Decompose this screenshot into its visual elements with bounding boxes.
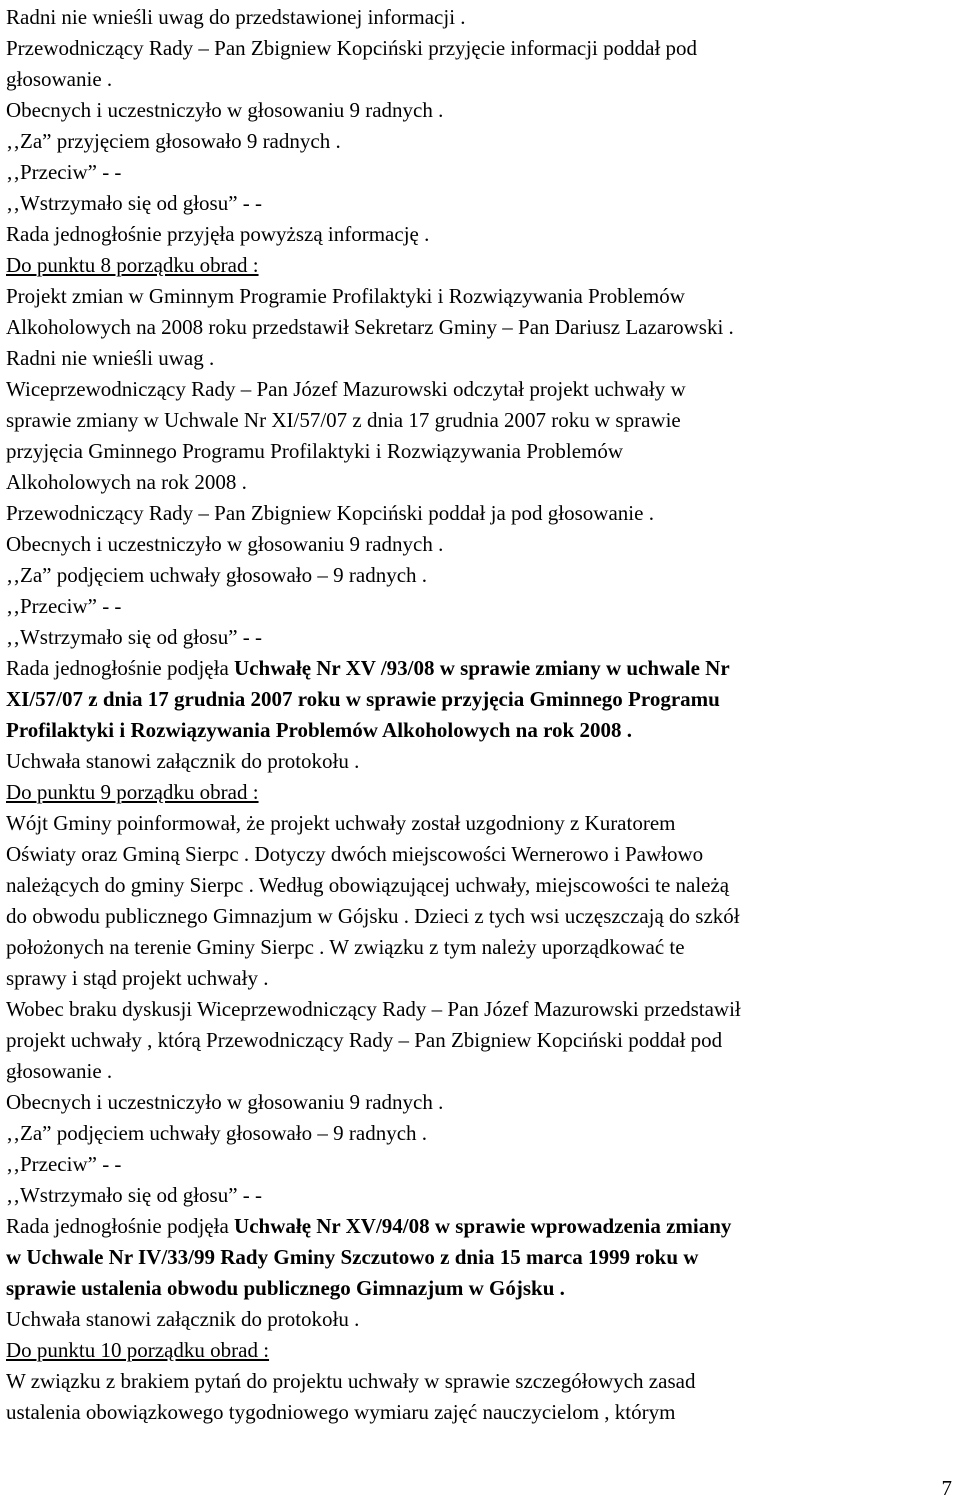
line-text: głosowanie . <box>6 67 113 91</box>
bold-text: sprawie ustalenia obwodu publicznego Gimnazjum w Gójsku . <box>6 1276 565 1300</box>
text-line <box>6 1397 954 1428</box>
line-text: należących do gminy Sierpc . Według obowiązującej uchwały, miejscowości te należą <box>6 873 730 897</box>
line-text: Rada jednogłośnie podjęła <box>6 1214 235 1238</box>
text-line <box>6 932 954 963</box>
text-line <box>6 1242 954 1273</box>
line-text: Alkoholowych na 2008 roku przedstawił Sekretarz Gminy – Pan Dariusz Lazarowski . <box>6 315 734 339</box>
line-text: sprawy i stąd projekt uchwały . <box>6 966 269 990</box>
line-text: Uchwała stanowi załącznik do protokołu . <box>6 749 360 773</box>
line-text: ‚‚Za” podjęciem uchwały głosowało – 9 radnych . <box>6 1121 428 1145</box>
text-line <box>6 1304 954 1335</box>
document-body <box>6 2 954 1428</box>
bold-text: w Uchwale Nr IV/33/99 Rady Gminy Szczutowo z dnia 15 marca 1999 roku w <box>6 1245 699 1269</box>
line-text: Obecnych i uczestniczyło w głosowaniu 9 radnych . <box>6 532 444 556</box>
line-text: Uchwała stanowi załącznik do protokołu . <box>6 1307 360 1331</box>
line-text: sprawie zmiany w Uchwale Nr XI/57/07 z dnia 17 grudnia 2007 roku w sprawie <box>6 408 681 432</box>
text-line <box>6 2 954 33</box>
line-text: Radni nie wnieśli uwag do przedstawionej informacji . <box>6 5 466 29</box>
heading-text: Do punktu 9 porządku obrad : <box>6 780 259 804</box>
bold-text: Uchwałę Nr XV/94/08 w sprawie wprowadzenia zmiany <box>234 1214 732 1238</box>
line-text: Alkoholowych na rok 2008 . <box>6 470 247 494</box>
line-text: Przewodniczący Rady – Pan Zbigniew Kopciński przyjęcie informacji poddał pod <box>6 36 698 60</box>
text-line <box>6 95 954 126</box>
line-text: położonych na terenie Gminy Sierpc . W związku z tym należy uporządkować te <box>6 935 685 959</box>
line-text: ‚‚Za” przyjęciem głosowało 9 radnych . <box>6 129 341 153</box>
text-line <box>6 1056 954 1087</box>
text-line <box>6 312 954 343</box>
line-text: Wiceprzewodniczący Rady – Pan Józef Mazurowski odczytał projekt uchwały w <box>6 377 686 401</box>
line-text: ‚‚Za” podjęciem uchwały głosowało – 9 radnych . <box>6 563 428 587</box>
section-heading <box>6 777 954 808</box>
text-line <box>6 188 954 219</box>
line-text: Obecnych i uczestniczyło w głosowaniu 9 radnych . <box>6 98 444 122</box>
text-line <box>6 219 954 250</box>
text-line <box>6 901 954 932</box>
text-line <box>6 1211 954 1242</box>
text-line <box>6 1087 954 1118</box>
line-text: Radni nie wnieśli uwag . <box>6 346 215 370</box>
line-text: Obecnych i uczestniczyło w głosowaniu 9 radnych . <box>6 1090 444 1114</box>
bold-text: Uchwałę Nr XV /93/08 w sprawie zmiany w uchwale Nr <box>234 656 730 680</box>
text-line <box>6 405 954 436</box>
text-line <box>6 281 954 312</box>
text-line <box>6 684 954 715</box>
line-text: projekt uchwały , którą Przewodniczący Rady – Pan Zbigniew Kopciński poddał pod <box>6 1028 723 1052</box>
line-text: ‚‚Wstrzymało się od głosu” - - <box>6 625 263 649</box>
section-heading <box>6 1335 954 1366</box>
page-number: 7 <box>941 1476 952 1500</box>
line-text: Projekt zmian w Gminnym Programie Profilaktyki i Rozwiązywania Problemów <box>6 284 685 308</box>
text-line <box>6 560 954 591</box>
text-line <box>6 529 954 560</box>
text-line <box>6 653 954 684</box>
text-line <box>6 1149 954 1180</box>
line-text: Oświaty oraz Gminą Sierpc . Dotyczy dwóch miejscowości Wernerowo i Pawłowo <box>6 842 704 866</box>
text-line <box>6 808 954 839</box>
text-line <box>6 498 954 529</box>
line-text: ‚‚Wstrzymało się od głosu” - - <box>6 191 263 215</box>
line-text: ‚‚Przeciw” - - <box>6 160 122 184</box>
text-line <box>6 994 954 1025</box>
heading-text: Do punktu 10 porządku obrad : <box>6 1338 270 1362</box>
text-line <box>6 343 954 374</box>
line-text: głosowanie . <box>6 1059 113 1083</box>
text-line <box>6 126 954 157</box>
text-line <box>6 870 954 901</box>
line-text: Przewodniczący Rady – Pan Zbigniew Kopciński poddał ja pod głosowanie . <box>6 501 654 525</box>
text-line <box>6 64 954 95</box>
line-text: do obwodu publicznego Gimnazjum w Gójsku . Dzieci z tych wsi uczęszczają do szkół <box>6 904 740 928</box>
text-line <box>6 467 954 498</box>
text-line <box>6 374 954 405</box>
line-text: ustalenia obowiązkowego tygodniowego wymiaru zajęć nauczycielom , którym <box>6 1400 676 1424</box>
heading-text: Do punktu 8 porządku obrad : <box>6 253 259 277</box>
line-text: W związku z brakiem pytań do projektu uchwały w sprawie szczegółowych zasad <box>6 1369 696 1393</box>
bold-text: Profilaktyki i Rozwiązywania Problemów Alkoholowych na rok 2008 . <box>6 718 632 742</box>
text-line <box>6 1118 954 1149</box>
text-line <box>6 1366 954 1397</box>
text-line <box>6 157 954 188</box>
line-text: ‚‚Przeciw” - - <box>6 1152 122 1176</box>
text-line <box>6 839 954 870</box>
text-line <box>6 715 954 746</box>
text-line <box>6 436 954 467</box>
text-line <box>6 963 954 994</box>
section-heading <box>6 250 954 281</box>
line-text: Wójt Gminy poinformował, że projekt uchwały został uzgodniony z Kuratorem <box>6 811 676 835</box>
line-text: ‚‚Przeciw” - - <box>6 594 122 618</box>
text-line <box>6 591 954 622</box>
line-text: przyjęcia Gminnego Programu Profilaktyki i Rozwiązywania Problemów <box>6 439 624 463</box>
line-text: Rada jednogłośnie przyjęła powyższą informację . <box>6 222 430 246</box>
line-text: Wobec braku dyskusji Wiceprzewodniczący Rady – Pan Józef Mazurowski przedstawił <box>6 997 741 1021</box>
bold-text: XI/57/07 z dnia 17 grudnia 2007 roku w sprawie przyjęcia Gminnego Programu <box>6 687 720 711</box>
text-line <box>6 1180 954 1211</box>
text-line <box>6 1273 954 1304</box>
text-line <box>6 622 954 653</box>
line-text: Rada jednogłośnie podjęła <box>6 656 235 680</box>
text-line <box>6 33 954 64</box>
text-line <box>6 1025 954 1056</box>
line-text: ‚‚Wstrzymało się od głosu” - - <box>6 1183 263 1207</box>
text-line <box>6 746 954 777</box>
